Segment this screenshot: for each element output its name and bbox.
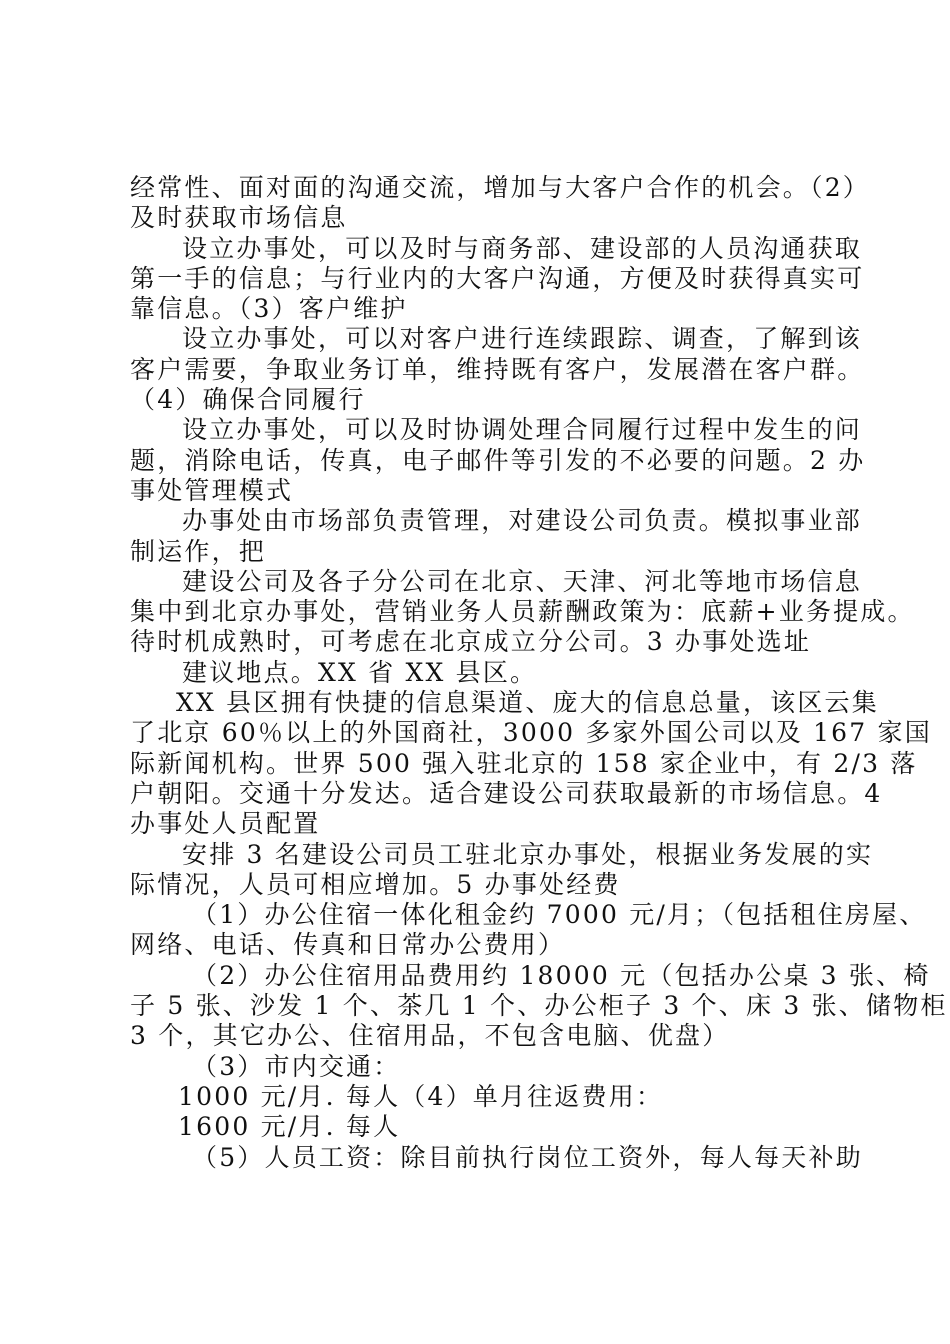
- text-line: 靠信息。（3）客户维护: [130, 294, 408, 324]
- text-line: 建议地点。XX 省 XX 县区。: [182, 657, 538, 687]
- text-line: 设立办事处，可以及时与商务部、建设部的人员沟通获取: [182, 233, 863, 263]
- text-line: 制运作，把: [130, 536, 267, 566]
- text-line: 第一手的信息；与行业内的大客户沟通，方便及时获得真实可: [130, 263, 865, 293]
- text-line: 际情况，人员可相应增加。5 办事处经费: [130, 869, 621, 899]
- text-line: 建设公司及各子分公司在北京、天津、河北等地市场信息: [182, 566, 863, 596]
- text-line: 了北京 60％以上的外国商社，3000 多家外国公司以及 167 家国: [130, 718, 932, 748]
- text-line: 网络、电话、传真和日常办公费用）: [130, 930, 566, 960]
- text-line: （3）市内交通：: [192, 1051, 401, 1081]
- text-line: 设立办事处，可以及时协调处理合同履行过程中发生的问: [182, 415, 863, 445]
- text-line: （1）办公住宿一体化租金约 7000 元/月；（包括租住房屋、: [192, 900, 927, 930]
- text-line: 设立办事处，可以对客户进行连续跟踪、调查，了解到该: [182, 324, 863, 354]
- text-line: 客户需要，争取业务订单，维持既有客户，发展潜在客户群。: [130, 354, 865, 384]
- text-line: 经常性、面对面的沟通交流，增加与大客户合作的机会。（2）: [130, 173, 871, 202]
- text-line: 及时获取市场信息: [130, 203, 348, 233]
- document-body: [130, 173, 948, 1173]
- text-line: 户朝阳。交通十分发达。适合建设公司获取最新的市场信息。4: [130, 778, 883, 808]
- text-line: 子 5 张、沙发 1 个、茶几 1 个、办公柜子 3 个、床 3 张、储物柜: [130, 991, 948, 1021]
- text-line: （4）确保合同履行: [130, 385, 366, 415]
- text-line: （2）办公住宿用品费用约 18000 元（包括办公桌 3 张、椅: [192, 960, 931, 990]
- text-line: 办事处人员配置: [130, 809, 321, 839]
- text-line: XX 县区拥有快捷的信息渠道、庞大的信息总量，该区云集: [176, 688, 879, 718]
- text-line: 事处管理模式: [130, 475, 294, 505]
- text-line: 题，消除电话，传真，电子邮件等引发的不必要的问题。2 办: [130, 445, 866, 475]
- text-line: 3 个，其它办公、住宿用品，不包含电脑、优盘）: [130, 1021, 730, 1051]
- text-line: 集中到北京办事处，营销业务人员薪酬政策为：底薪+业务提成。: [130, 597, 915, 627]
- text-line: 1000 元/月. 每人（4）单月往返费用：: [178, 1081, 664, 1111]
- text-line: 1600 元/月. 每人: [178, 1112, 401, 1142]
- text-line: （5）人员工资：除目前执行岗位工资外，每人每天补助: [192, 1142, 863, 1172]
- text-line: 安排 3 名建设公司员工驻北京办事处，根据业务发展的实: [182, 839, 874, 869]
- text-line: 际新闻机构。世界 500 强入驻北京的 158 家企业中，有 2/3 落: [130, 748, 918, 778]
- text-line: 待时机成熟时，可考虑在北京成立分公司。3 办事处选址: [130, 627, 812, 657]
- text-line: 办事处由市场部负责管理，对建设公司负责。模拟事业部: [182, 506, 863, 536]
